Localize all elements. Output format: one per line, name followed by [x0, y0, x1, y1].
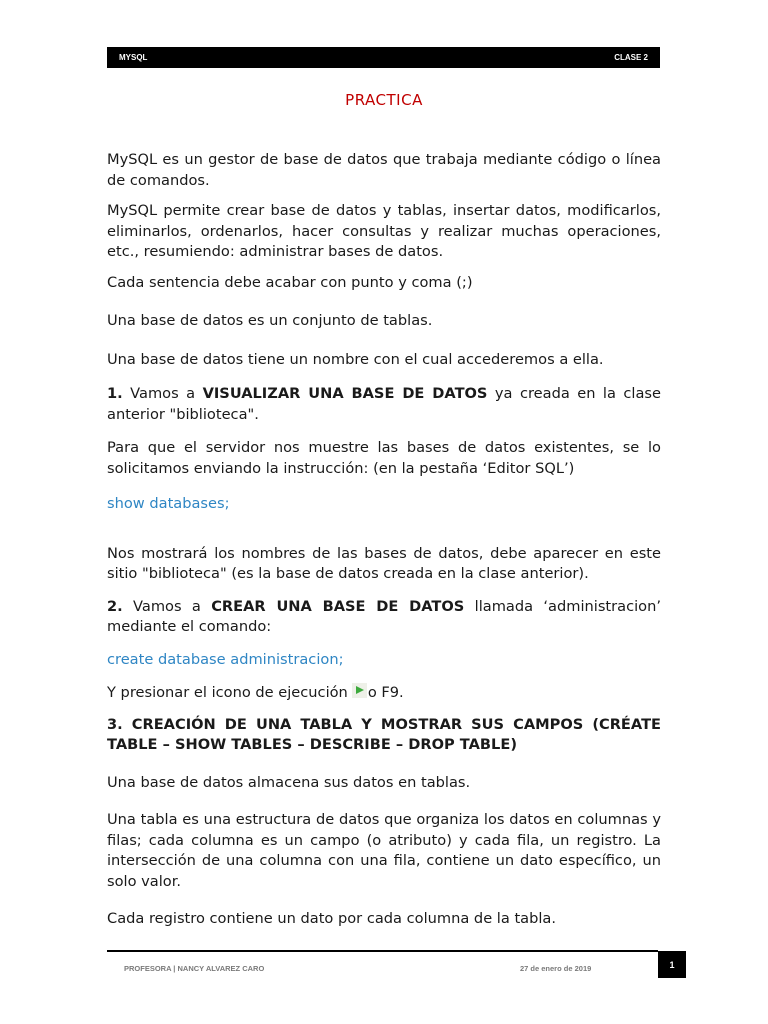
page-number: 1 [658, 951, 686, 978]
footer-date: 27 de enero de 2019 [520, 964, 592, 973]
run-text-pre: Y presionar el icono de ejecución [107, 684, 348, 701]
section-2-pre: Vamos a [122, 597, 212, 615]
section-1-post: ya creada en la clase anterior "biblioteca". [107, 385, 661, 423]
footer-author: PROFESORA | NANCY ALVAREZ CARO [124, 964, 265, 973]
paragraph-show-result: Nos mostrará los nombres de las bases de datos, debe aparecer en este sitio "biblioteca" (es la base de datos creada en la clase anterior). [107, 544, 661, 582]
section-1-heading [107, 384, 661, 425]
run-text-post: o F9. [367, 684, 404, 701]
section-1-pre: Vamos a [122, 385, 203, 402]
header-left-label: MYSQL [119, 53, 148, 62]
paragraph-record: Cada registro contiene un dato por cada columna de la tabla. [107, 910, 557, 927]
play-icon [352, 683, 367, 698]
paragraph-table-definition: Una tabla es una estructura de datos que organiza los datos en columnas y filas; cada columna es un campo (o atributo) y cada fila, un registro. La intersección de una columna con una fila, contiene un dato específico, un solo valor. [107, 811, 661, 890]
paragraph-storage: Una base de datos almacena sus datos en tablas. [107, 773, 471, 791]
paragraph-intro: MySQL es un gestor de base de datos que trabaja mediante código o línea de comandos. [107, 151, 661, 189]
code-create-database: create database administracion; [107, 650, 344, 668]
code-show-databases: show databases; [107, 495, 230, 512]
section-3-heading: 3. CREACIÓN DE UNA TABLA Y MOSTRAR SUS CAMPOS (CRÉATE TABLE – SHOW TABLES – DESCRIBE – DROP TABLE) [107, 715, 661, 753]
footer-rule [107, 950, 658, 952]
paragraph-name: Una base de datos tiene un nombre con el cual accederemos a ella. [107, 350, 604, 368]
document-body [107, 150, 661, 930]
paragraph-show-instruction: Para que el servidor nos muestre las bases de datos existentes, se lo solicitamos enviando la instrucción: (en la pestaña ‘Editor SQL’) [107, 439, 661, 477]
paragraph-semicolon: Cada sentencia debe acabar con punto y coma (;) [107, 273, 473, 291]
paragraph-tables: Una base de datos es un conjunto de tablas. [107, 312, 433, 329]
paragraph-run [107, 683, 661, 704]
section-1-bold: VISUALIZAR UNA BASE DE DATOS [202, 385, 488, 402]
section-2-heading [107, 597, 661, 638]
paragraph-capabilities: MySQL permite crear base de datos y tablas, insertar datos, modificarlos, eliminarlos, ordenarlos, hacer consultas y realizar muchas operaciones, etc., resumiendo: administrar bases de datos. [107, 202, 661, 260]
section-2-post: llamada ‘administracion’ mediante el comando: [107, 597, 661, 635]
header-right-label: CLASE 2 [614, 53, 648, 62]
page-title: PRACTICA [345, 91, 423, 109]
section-2-bold: CREAR UNA BASE DE DATOS [211, 597, 465, 615]
section-2-number: 2. [107, 597, 123, 615]
section-1-number: 1. [107, 385, 123, 402]
page-header [107, 47, 660, 68]
